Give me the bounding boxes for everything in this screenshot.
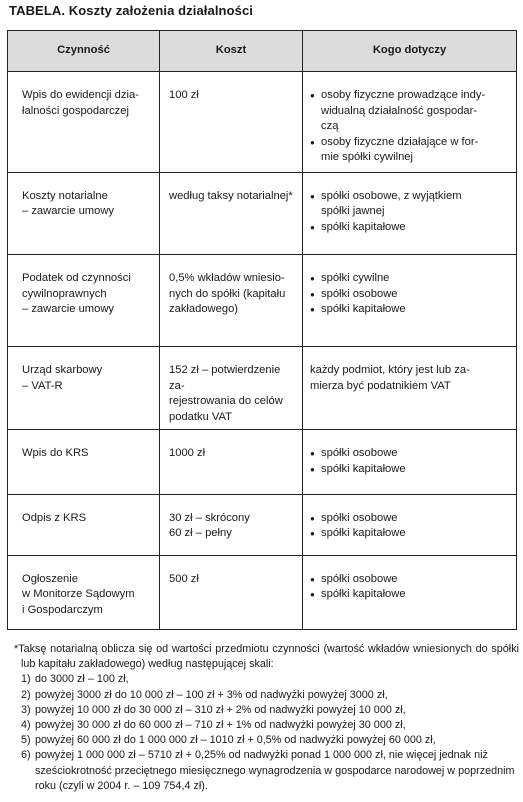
fee-scale-text: powyżej 30 000 zł do 60 000 zł – 710 zł + 1% od nadwyżki powyżej 30 000 zł, — [35, 719, 406, 732]
footnote — [7, 642, 519, 794]
fee-scale-number: 5) — [21, 734, 31, 747]
who-text: każdy podmiot, który jest lub za- mierza być podatnikiem VAT — [310, 364, 470, 392]
cost-cell — [160, 430, 303, 495]
fee-scale-text: powyżej 60 000 zł do 1 000 000 zł – 1010 zł + 0,5% od nadwyżki powyżej 60 000 zł, — [35, 734, 436, 747]
who-list — [310, 572, 510, 603]
activity-cell — [8, 172, 160, 255]
header-activity: Czynność — [8, 31, 160, 72]
fee-scale-item — [7, 703, 519, 718]
who-cell — [303, 172, 517, 255]
fee-scale-item — [7, 718, 519, 733]
cost-cell — [160, 494, 303, 555]
cost-text: według taksy notarialnej* — [169, 189, 293, 202]
footnote-intro: *Taksę notarialną oblicza się od wartości przedmiotu czynności (wartość wkładów wniesionych do spółki lub kapitału zakładowego) według następującej skali: — [14, 643, 519, 671]
fee-scale-item — [7, 733, 519, 748]
fee-scale-item — [7, 688, 519, 703]
who-list — [310, 511, 510, 542]
activity-cell — [8, 72, 160, 173]
fee-scale-text: do 3000 zł – 100 zł, — [35, 673, 129, 686]
activity-cell — [8, 255, 160, 347]
cost-text: 0,5% wkładów wniesio- nych do spółki (kapitału zakładowego) — [169, 272, 286, 316]
fee-scale-text: powyżej 3000 zł do 10 000 zł – 100 zł + 3% od nadwyżki powyżej 3000 zł, — [35, 688, 388, 701]
fee-scale-number: 2) — [21, 688, 31, 701]
fee-scale-item — [7, 748, 519, 794]
who-list-item: ● spółki cywilne — [310, 271, 510, 287]
activity-cell — [8, 347, 160, 430]
who-list-item: ● osoby fizyczne działające w for- mie spółki cywilnej — [310, 135, 510, 166]
activity-text: Wpis do ewidencji dzia- łalności gospodarczej — [22, 89, 139, 117]
fee-scale-number: 3) — [21, 703, 31, 716]
activity-cell — [8, 555, 160, 629]
who-list — [310, 271, 510, 318]
who-cell — [303, 430, 517, 495]
who-list — [310, 446, 510, 477]
cost-text: 152 zł – potwierdzenie za- rejestrowania do celów podatku VAT — [169, 364, 283, 423]
who-cell — [303, 72, 517, 173]
table-row — [8, 494, 517, 555]
who-list-item: ● spółki kapitałowe — [310, 302, 510, 318]
table-row — [8, 555, 517, 629]
cost-cell — [160, 172, 303, 255]
fee-scale-text: powyżej 1 000 000 zł – 5710 zł + 0,25% od nadwyżki ponad 1 000 000 zł, nie więcej jednak niż sześciokrotność przeciętnego miesięcznego wynagrodzenia w gospodarce narodowej w poprzednim roku (czyli w 2004 r. – 109 754,4 zł). — [35, 749, 515, 792]
fee-scale-item — [7, 672, 519, 687]
activity-text: Podatek od czynności cywilnoprawnych – zawarcie umowy — [22, 272, 131, 316]
activity-text: Wpis do KRS — [22, 447, 89, 460]
who-list — [310, 189, 510, 236]
who-cell — [303, 494, 517, 555]
who-list-item: ● spółki osobowe — [310, 446, 510, 462]
table-title: TABELA. Koszty założenia działalności — [9, 3, 254, 18]
cost-cell — [160, 347, 303, 430]
who-list-item: ● spółki osobowe — [310, 572, 510, 588]
cost-cell — [160, 555, 303, 629]
who-list-item: ● spółki osobowe — [310, 287, 510, 303]
header-who: Kogo dotyczy — [303, 31, 517, 72]
cost-text: 500 zł — [169, 572, 199, 585]
fee-scale-text: powyżej 10 000 zł do 30 000 zł – 310 zł + 2% od nadwyżki powyżej 10 000 zł, — [35, 703, 406, 716]
table-header-row — [8, 31, 517, 72]
fee-scale-number: 1) — [21, 673, 31, 686]
who-list-item: ● spółki kapitałowe — [310, 462, 510, 478]
who-list-item: ● spółki osobowe — [310, 511, 510, 527]
cost-cell — [160, 72, 303, 173]
activity-text: Odpis z KRS — [22, 511, 87, 524]
activity-text: Koszty notarialne – zawarcie umowy — [22, 189, 115, 217]
who-list-item: ● osoby fizyczne prowadzące indy- widualną działalność gospodar- czą — [310, 88, 510, 135]
cost-text: 100 zł — [169, 89, 199, 101]
activity-cell — [8, 494, 160, 555]
fee-scale-list — [7, 672, 519, 794]
who-list-item: ● spółki kapitałowe — [310, 526, 510, 542]
cost-text: 30 zł – skrócony 60 zł – pełny — [169, 511, 250, 540]
who-cell — [303, 255, 517, 347]
table-row — [8, 172, 517, 255]
cost-cell — [160, 255, 303, 347]
fee-scale-number: 4) — [21, 719, 31, 732]
activity-text: Ogłoszenie w Monitorze Sądowym i Gospodarczym — [22, 572, 135, 616]
table-row — [8, 430, 517, 495]
activity-cell — [8, 430, 160, 495]
who-list-item: ● spółki kapitałowe — [310, 220, 510, 236]
who-list-item: ● spółki kapitałowe — [310, 587, 510, 603]
fee-scale-number: 6) — [21, 749, 31, 762]
table-row — [8, 72, 517, 173]
header-cost: Koszt — [160, 31, 303, 72]
table-row — [8, 255, 517, 347]
costs-table — [7, 30, 517, 630]
activity-text: Urząd skarbowy – VAT-R — [22, 364, 103, 392]
who-list-item: ● spółki osobowe, z wyjątkiem spółki jawnej — [310, 189, 510, 220]
who-list — [310, 88, 510, 166]
who-cell — [303, 347, 517, 430]
who-cell — [303, 555, 517, 629]
table-row — [8, 347, 517, 430]
cost-text: 1000 zł — [169, 447, 206, 460]
